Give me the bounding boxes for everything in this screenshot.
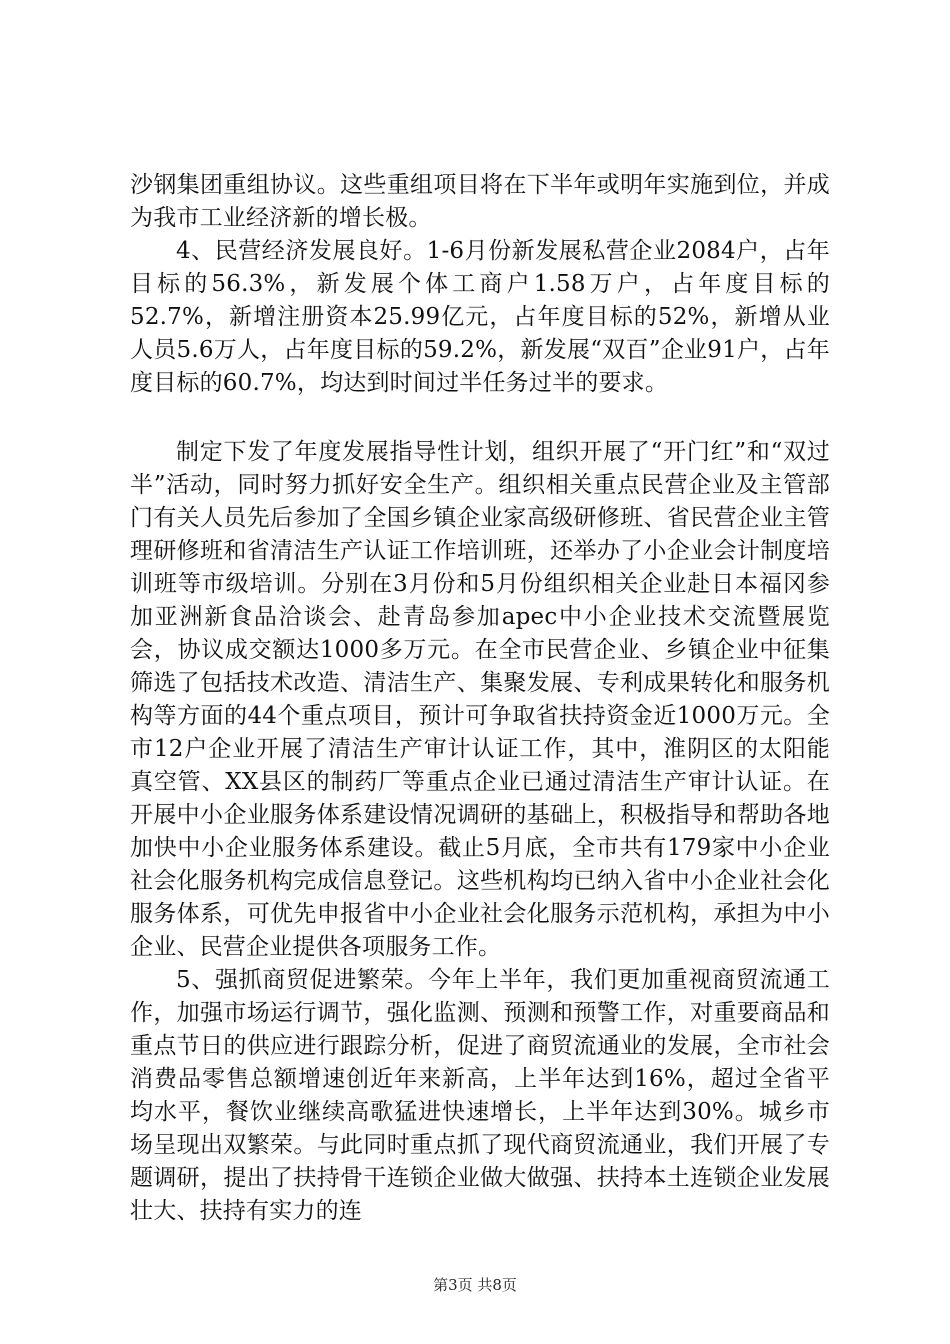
paragraph-commerce: 5、强抓商贸促进繁荣。今年上半年，我们更加重视商贸流通工作，加强市场运行调节，强化监测、预测和预警工作，对重要商品和重点节日的供应进行跟踪分析，促进了商贸流通业的发展，全市社会消费品零售总额增速创近年来新高，上半年达到16%，超过全省平均水平，餐饮业继续高歌猛进快速增长，上半年达到30%。城乡市场呈现出双繁荣。与此同时重点抓了现代商贸流通业，我们开展了专题调研，提出了扶持骨干连锁企业做大做强、扶持本土连锁企业发展壮大、扶持有实力的连 — [130, 967, 830, 1224]
paragraph-development-plan: 制定下发了年度发展指导性计划，组织开展了“开门红”和“双过半”活动，同时努力抓好安全生产。组织相关重点民营企业及主管部门有关人员先后参加了全国乡镇企业家高级研修班、省民营企业主管理研修班和省清洁生产认证工作培训班，还举办了小企业会计制度培训班等市级培训。分别在3月份和5月份组织相关企业赴日本福冈参加亚洲新食品洽谈会、赴青岛参加apec中小企业技术交流暨展览会，协议成交额达1000多万元。在全市民营企业、乡镇企业中征集筛选了包括技术改造、清洁生产、集聚发展、专利成果转化和服务机构等方面的44个重点项目，预计可争取省扶持资金近1000万元。全市12户企业开展了清洁生产审计认证工作，其中，淮阴区的太阳能真空管、XX县区的制药厂等重点企业已通过清洁生产审计认证。在开展中小企业服务体系建设情况调研的基础上，积极指导和帮助各地加快中小企业服务体系建设。截止5月底，全市共有179家中小企业社会化服务机构完成信息登记。这些机构均已纳入省中小企业社会化服务体系，可优先申报省中小企业社会化服务示范机构，承担为中小企业、民营企业提供各项服务工作。 — [130, 439, 830, 960]
paragraph-private-economy: 4、民营经济发展良好。1-6月份新发展私营企业2084户，占年目标的56.3%，新发展个体工商户1.58万户，占年度目标的52.7%，新增注册资本25.99亿元，占年度目标的52%，新增从业人员5.6万人，占年度目标的59.2%，新发展“双百”企业91户，占年度目标的60.7%，均达到时间过半任务过半的要求。 — [130, 238, 830, 396]
document-body — [130, 169, 830, 1228]
page-footer: 第3页 共8页 — [433, 1276, 517, 1294]
paragraph-spacer — [130, 400, 830, 436]
paragraph-continuation: 沙钢集团重组协议。这些重组项目将在下半年或明年实施到位，并成为我市工业经济新的增长极。 — [130, 172, 830, 231]
